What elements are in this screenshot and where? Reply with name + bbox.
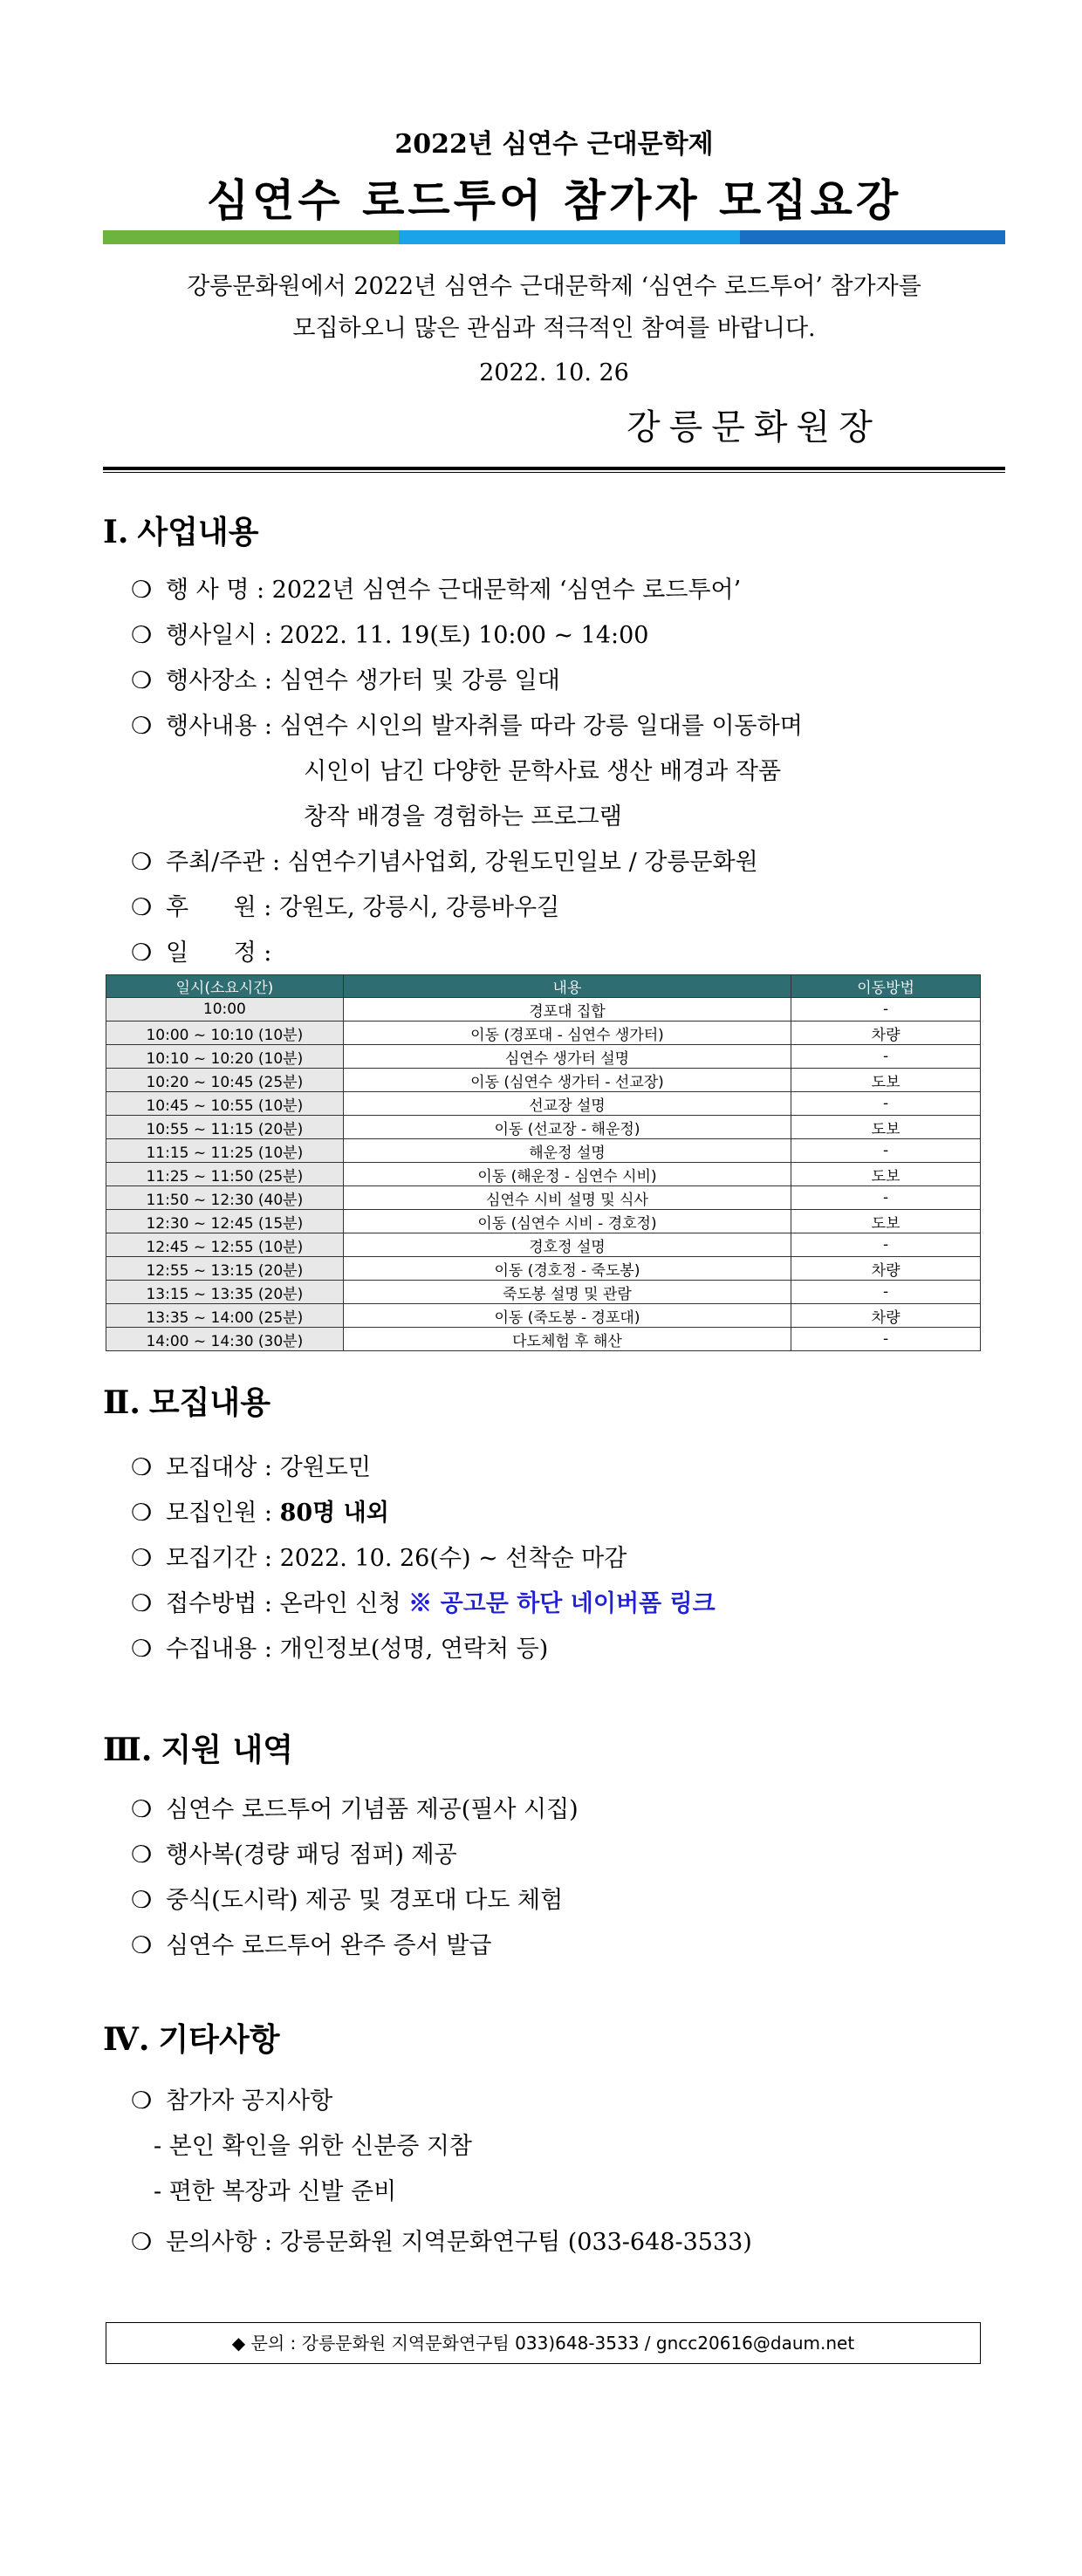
item-text: 문의사항 : 강릉문화원 지역문화연구팀 (033-648-3533) bbox=[166, 2229, 752, 2256]
notice-detail-2: - 편한 복장과 신발 준비 bbox=[154, 2178, 397, 2205]
bullet-circle-icon: ❍ bbox=[131, 1454, 153, 1481]
section-title: 모집내용 bbox=[148, 1384, 270, 1421]
section-number: Ⅱ. bbox=[103, 1384, 140, 1421]
section-title: 사업내용 bbox=[137, 514, 259, 550]
item-text: 접수방법 : 온라인 신청 bbox=[166, 1590, 409, 1617]
table-row bbox=[106, 1139, 981, 1163]
table-row bbox=[106, 1304, 981, 1328]
header-divider-thin bbox=[103, 472, 1005, 473]
item-event-place bbox=[131, 661, 560, 695]
cell-transport: 도보 bbox=[791, 1116, 981, 1139]
intro-text bbox=[103, 266, 1005, 350]
document-title: 심연수 로드투어 참가자 모집요강 bbox=[206, 174, 902, 226]
bullet-circle-icon: ❍ bbox=[131, 849, 153, 876]
item-text: 모집인원 : bbox=[166, 1500, 280, 1527]
cell-time: 13:35 ~ 14:00 (25분) bbox=[106, 1304, 344, 1328]
cell-transport: - bbox=[791, 1328, 981, 1351]
bullet-circle-icon: ❍ bbox=[131, 1545, 153, 1572]
table-row bbox=[106, 1163, 981, 1186]
item-support bbox=[131, 1835, 457, 1869]
table-row bbox=[106, 1257, 981, 1281]
cell-transport: 도보 bbox=[791, 1163, 981, 1186]
footer-contact: ◆ 문의 : 강릉문화원 지역문화연구팀 033)648-3533 / gncc20616@daum.net bbox=[106, 2322, 981, 2364]
cell-content: 이동 (죽도봉 - 경포대) bbox=[343, 1304, 791, 1328]
signer: 강릉문화원장 bbox=[627, 407, 881, 448]
cell-transport: 차량 bbox=[791, 1022, 981, 1045]
header-divider bbox=[103, 467, 1005, 470]
cell-content: 이동 (선교장 - 해운정) bbox=[343, 1116, 791, 1139]
notice-detail-1: - 본인 확인을 위한 신분증 지참 bbox=[154, 2133, 473, 2160]
column-header-transport: 이동방법 bbox=[791, 975, 981, 998]
section-number: Ⅲ. bbox=[103, 1732, 153, 1768]
item-inquiry bbox=[131, 2223, 752, 2257]
bullet-circle-icon: ❍ bbox=[131, 713, 153, 740]
cell-content: 심연수 생가터 설명 bbox=[343, 1045, 791, 1069]
cell-time: 10:45 ~ 10:55 (10분) bbox=[106, 1092, 344, 1116]
section-1-heading bbox=[103, 508, 258, 552]
table-row bbox=[106, 1092, 981, 1116]
intro-line-1: 강릉문화원에서 2022년 심연수 근대문학제 ‘심연수 로드투어’ 참가자를 bbox=[187, 273, 921, 300]
table-row bbox=[106, 1045, 981, 1069]
item-text: 심연수 로드투어 기념품 제공(필사 시집) bbox=[166, 1796, 579, 1823]
cell-content: 선교장 설명 bbox=[343, 1092, 791, 1116]
item-event-content bbox=[131, 707, 803, 741]
item-support bbox=[131, 1926, 491, 1960]
cell-transport: 차량 bbox=[791, 1304, 981, 1328]
bullet-circle-icon: ❍ bbox=[131, 1796, 153, 1823]
column-header-content: 내용 bbox=[343, 975, 791, 998]
cell-content: 이동 (심연수 시비 - 경호정) bbox=[343, 1210, 791, 1233]
cell-transport: - bbox=[791, 1139, 981, 1163]
cell-content: 해운정 설명 bbox=[343, 1139, 791, 1163]
item-text: 참가자 공지사항 bbox=[166, 2087, 333, 2115]
cell-time: 10:00 ~ 10:10 (10분) bbox=[106, 1022, 344, 1045]
cell-time: 10:20 ~ 10:45 (25분) bbox=[106, 1069, 344, 1092]
item-text: 행사복(경량 패딩 점퍼) 제공 bbox=[166, 1841, 457, 1869]
bullet-circle-icon: ❍ bbox=[131, 940, 153, 967]
cell-transport: 도보 bbox=[791, 1210, 981, 1233]
cell-transport: 차량 bbox=[791, 1257, 981, 1281]
bullet-circle-icon: ❍ bbox=[131, 2229, 153, 2256]
bullet-circle-icon: ❍ bbox=[131, 1500, 153, 1527]
cell-transport: - bbox=[791, 1281, 981, 1304]
bullet-circle-icon: ❍ bbox=[131, 577, 153, 604]
cell-time: 13:15 ~ 13:35 (20분) bbox=[106, 1281, 344, 1304]
schedule-table bbox=[106, 974, 981, 1351]
section-number: Ⅰ. bbox=[103, 514, 129, 550]
section-number: Ⅳ. bbox=[103, 2021, 150, 2058]
document-date: 2022. 10. 26 bbox=[479, 359, 629, 386]
table-row bbox=[106, 1233, 981, 1257]
item-text: 모집대상 : 강원도민 bbox=[166, 1454, 371, 1481]
item-text: 행사장소 : 심연수 생가터 및 강릉 일대 bbox=[166, 667, 560, 694]
section-4-heading bbox=[103, 2015, 280, 2060]
cell-transport: - bbox=[791, 1233, 981, 1257]
bullet-circle-icon: ❍ bbox=[131, 1887, 153, 1914]
cell-time: 11:15 ~ 11:25 (10분) bbox=[106, 1139, 344, 1163]
cell-time: 10:55 ~ 11:15 (20분) bbox=[106, 1116, 344, 1139]
item-recruit-period bbox=[131, 1539, 627, 1573]
bullet-circle-icon: ❍ bbox=[131, 1841, 153, 1869]
title-color-bar bbox=[103, 230, 1005, 244]
item-text: 후 원 : 강원도, 강릉시, 강릉바우길 bbox=[166, 894, 560, 921]
table-row bbox=[106, 1116, 981, 1139]
cell-content: 경호정 설명 bbox=[343, 1233, 791, 1257]
color-bar-lightblue bbox=[399, 230, 740, 244]
color-bar-green bbox=[103, 230, 399, 244]
item-text: 일 정 : bbox=[166, 940, 272, 967]
item-notice bbox=[131, 2081, 332, 2115]
cell-content: 죽도봉 설명 및 관람 bbox=[343, 1281, 791, 1304]
table-row bbox=[106, 1328, 981, 1351]
item-event-content-line-3: 창작 배경을 경험하는 프로그램 bbox=[304, 803, 622, 830]
section-title: 지원 내역 bbox=[161, 1732, 294, 1768]
table-header-row bbox=[106, 975, 981, 998]
table-row bbox=[106, 1186, 981, 1210]
table-row bbox=[106, 1022, 981, 1045]
cell-content: 이동 (경호정 - 죽도봉) bbox=[343, 1257, 791, 1281]
item-text: 수집내용 : 개인정보(성명, 연락처 등) bbox=[166, 1636, 549, 1663]
cell-transport: - bbox=[791, 1045, 981, 1069]
item-event-datetime bbox=[131, 616, 649, 650]
cell-content: 이동 (경포대 - 심연수 생가터) bbox=[343, 1022, 791, 1045]
bullet-circle-icon: ❍ bbox=[131, 667, 153, 694]
color-bar-blue bbox=[740, 230, 1005, 244]
section-title: 기타사항 bbox=[158, 2021, 280, 2058]
cell-time: 12:30 ~ 12:45 (15분) bbox=[106, 1210, 344, 1233]
cell-time: 10:10 ~ 10:20 (10분) bbox=[106, 1045, 344, 1069]
item-text: 모집기간 : 2022. 10. 26(수) ~ 선착순 마감 bbox=[166, 1545, 627, 1572]
item-event-name bbox=[131, 571, 741, 605]
bullet-circle-icon: ❍ bbox=[131, 622, 153, 649]
item-text: 중식(도시락) 제공 및 경포대 다도 체험 bbox=[166, 1887, 564, 1914]
item-text: 행사일시 : 2022. 11. 19(토) 10:00 ~ 14:00 bbox=[166, 622, 649, 649]
bullet-circle-icon: ❍ bbox=[131, 1590, 153, 1617]
item-text: 행사내용 : 심연수 시인의 발자취를 따라 강릉 일대를 이동하며 bbox=[166, 713, 803, 740]
item-recruit-target bbox=[131, 1448, 371, 1482]
item-sponsor bbox=[131, 888, 559, 922]
cell-content: 심연수 시비 설명 및 식사 bbox=[343, 1186, 791, 1210]
bullet-circle-icon: ❍ bbox=[131, 2087, 153, 2115]
item-value: 80명 내외 bbox=[279, 1500, 389, 1527]
item-support bbox=[131, 1881, 563, 1915]
section-3-heading bbox=[103, 1725, 293, 1770]
cell-time: 14:00 ~ 14:30 (30분) bbox=[106, 1328, 344, 1351]
cell-content: 이동 (해운정 - 심연수 시비) bbox=[343, 1163, 791, 1186]
section-2-heading bbox=[103, 1378, 270, 1423]
table-row bbox=[106, 1281, 981, 1304]
cell-transport: 도보 bbox=[791, 1069, 981, 1092]
cell-time: 11:25 ~ 11:50 (25분) bbox=[106, 1163, 344, 1186]
cell-transport: - bbox=[791, 998, 981, 1022]
item-recruit-count bbox=[131, 1493, 389, 1527]
table-row bbox=[106, 1069, 981, 1092]
bullet-circle-icon: ❍ bbox=[131, 1636, 153, 1663]
item-recruit-collect bbox=[131, 1630, 548, 1664]
table-row bbox=[106, 998, 981, 1022]
cell-content: 이동 (심연수 생가터 - 선교장) bbox=[343, 1069, 791, 1092]
cell-transport: - bbox=[791, 1092, 981, 1116]
item-event-content-line-2: 시인이 남긴 다양한 문학사료 생산 배경과 작품 bbox=[304, 758, 782, 785]
cell-time: 12:55 ~ 13:15 (20분) bbox=[106, 1257, 344, 1281]
naver-form-note: ※ 공고문 하단 네이버폼 링크 bbox=[408, 1590, 716, 1617]
bullet-circle-icon: ❍ bbox=[131, 894, 153, 921]
cell-time: 12:45 ~ 12:55 (10분) bbox=[106, 1233, 344, 1257]
bullet-circle-icon: ❍ bbox=[131, 1932, 153, 1959]
intro-line-2: 모집하오니 많은 관심과 적극적인 참여를 바랍니다. bbox=[292, 315, 816, 342]
cell-content: 경포대 집합 bbox=[343, 998, 791, 1022]
item-text: 행 사 명 : 2022년 심연수 근대문학제 ‘심연수 로드투어’ bbox=[166, 577, 742, 604]
item-host bbox=[131, 843, 758, 877]
item-text: 주최/주관 : 심연수기념사업회, 강원도민일보 / 강릉문화원 bbox=[166, 849, 758, 876]
event-subtitle: 2022년 심연수 근대문학제 bbox=[394, 129, 714, 160]
cell-time: 11:50 ~ 12:30 (40분) bbox=[106, 1186, 344, 1210]
item-text: 심연수 로드투어 완주 증서 발급 bbox=[166, 1932, 492, 1959]
table-row bbox=[106, 1210, 981, 1233]
column-header-time: 일시(소요시간) bbox=[106, 975, 344, 998]
cell-content: 다도체험 후 해산 bbox=[343, 1328, 791, 1351]
item-recruit-method bbox=[131, 1584, 716, 1618]
cell-time: 10:00 bbox=[106, 998, 344, 1022]
item-schedule bbox=[131, 933, 271, 967]
item-support bbox=[131, 1790, 579, 1824]
cell-transport: - bbox=[791, 1186, 981, 1210]
